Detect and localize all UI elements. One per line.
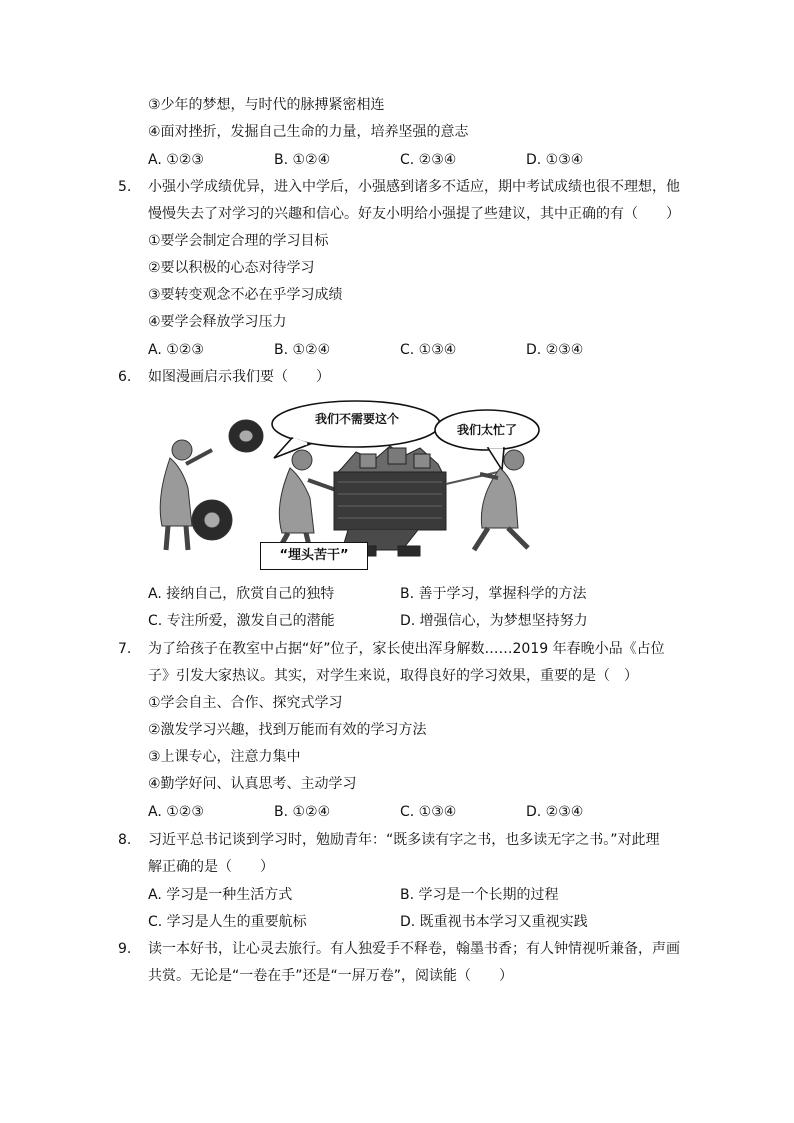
statement-4: ④勤学好问、认真思考、主动学习 [148, 776, 357, 792]
question-text: 慢慢失去了对学习的兴趣和信心。好友小明给小强提了些建议，其中正确的有（ ） [148, 206, 680, 222]
bubble-text-1: 我们不需要这个 [314, 412, 399, 426]
statement-1: ①学会自主、合作、探究式学习 [148, 695, 343, 711]
option-a[interactable]: A. 学习是一种生活方式 [148, 887, 293, 903]
option-b[interactable]: B. ①②④ [274, 342, 331, 358]
question-text: 为了给孩子在教室中占据“好”位子，家长使出浑身解数……2019 年春晚小品《占位 [148, 641, 665, 657]
option-d[interactable]: D. 增强信心，为梦想坚持努力 [400, 613, 588, 629]
option-a[interactable]: A. ①②③ [148, 804, 204, 820]
speech-bubble-1 [272, 401, 440, 458]
statement-4: ④要学会释放学习压力 [148, 314, 287, 330]
statement-3: ③要转变观念不必在乎学习成绩 [148, 287, 343, 303]
option-c[interactable]: C. 学习是人生的重要航标 [148, 914, 307, 930]
statement-2: ②激发学习兴趣，找到万能而有效的学习方法 [148, 722, 427, 738]
question-number: 9. [118, 941, 132, 957]
caveman-with-wheel [160, 420, 263, 550]
question-number: 8. [118, 832, 132, 848]
question-text: 习近平总书记谈到学习时，勉励青年：“既多读有字之书，也多读无字之书。”对此理 [148, 832, 660, 848]
option-a[interactable]: A. ①②③ [148, 152, 204, 168]
question-text: 读一本好书，让心灵去旅行。有人独爱手不释卷，翰墨书香；有人钟情视听兼备，声画 [148, 941, 680, 957]
option-c[interactable]: C. ①③④ [400, 342, 457, 358]
question-text: 解正确的是（ ） [148, 859, 274, 875]
option-b[interactable]: B. 善于学习，掌握科学的方法 [400, 586, 587, 602]
question-number: 6. [118, 369, 132, 385]
question-text: 小强小学成绩优异，进入中学后，小强感到诸多不适应，期中考试成绩也很不理想，他 [148, 179, 680, 195]
option-c[interactable]: C. ②③④ [400, 152, 457, 168]
statement-3: ③上课专心，注意力集中 [148, 749, 301, 765]
option-d[interactable]: D. ②③④ [526, 804, 584, 820]
statement-1: ①要学会制定合理的学习目标 [148, 233, 329, 249]
question-number: 5. [118, 179, 132, 195]
cart-with-stones [334, 446, 498, 556]
option-d[interactable]: D. 既重视书本学习又重视实践 [400, 914, 588, 930]
bubble-text-2: 我们太忙了 [456, 423, 517, 437]
question-text: 如图漫画启示我们要（ ） [148, 369, 330, 385]
statement-2: ②要以积极的心态对待学习 [148, 260, 315, 276]
option-a[interactable]: A. 接纳自己，欣赏自己的独特 [148, 586, 335, 602]
question-number: 7. [118, 641, 132, 657]
option-b[interactable]: B. 学习是一个长期的过程 [400, 887, 559, 903]
option-d[interactable]: D. ②③④ [526, 342, 584, 358]
option-d[interactable]: D. ①③④ [526, 152, 584, 168]
option-a[interactable]: A. ①②③ [148, 342, 204, 358]
comic-illustration [142, 398, 542, 574]
option-c[interactable]: C. ①③④ [400, 804, 457, 820]
statement-4: ④面对挫折，发掘自己生命的力量，培养坚强的意志 [148, 124, 469, 140]
option-b[interactable]: B. ①②④ [274, 152, 331, 168]
option-c[interactable]: C. 专注所爱，激发自己的潜能 [148, 613, 335, 629]
question-text: 子》引发大家热议。其实，对学生来说，取得良好的学习效果，重要的是（ ） [148, 668, 638, 684]
option-b[interactable]: B. ①②④ [274, 804, 331, 820]
statement-3: ③少年的梦想，与时代的脉搏紧密相连 [148, 97, 385, 113]
caption-box: “埋头苦干” [260, 542, 368, 570]
question-text: 共赏。无论是“一卷在手”还是“一屏万卷”，阅读能（ ） [148, 968, 514, 984]
